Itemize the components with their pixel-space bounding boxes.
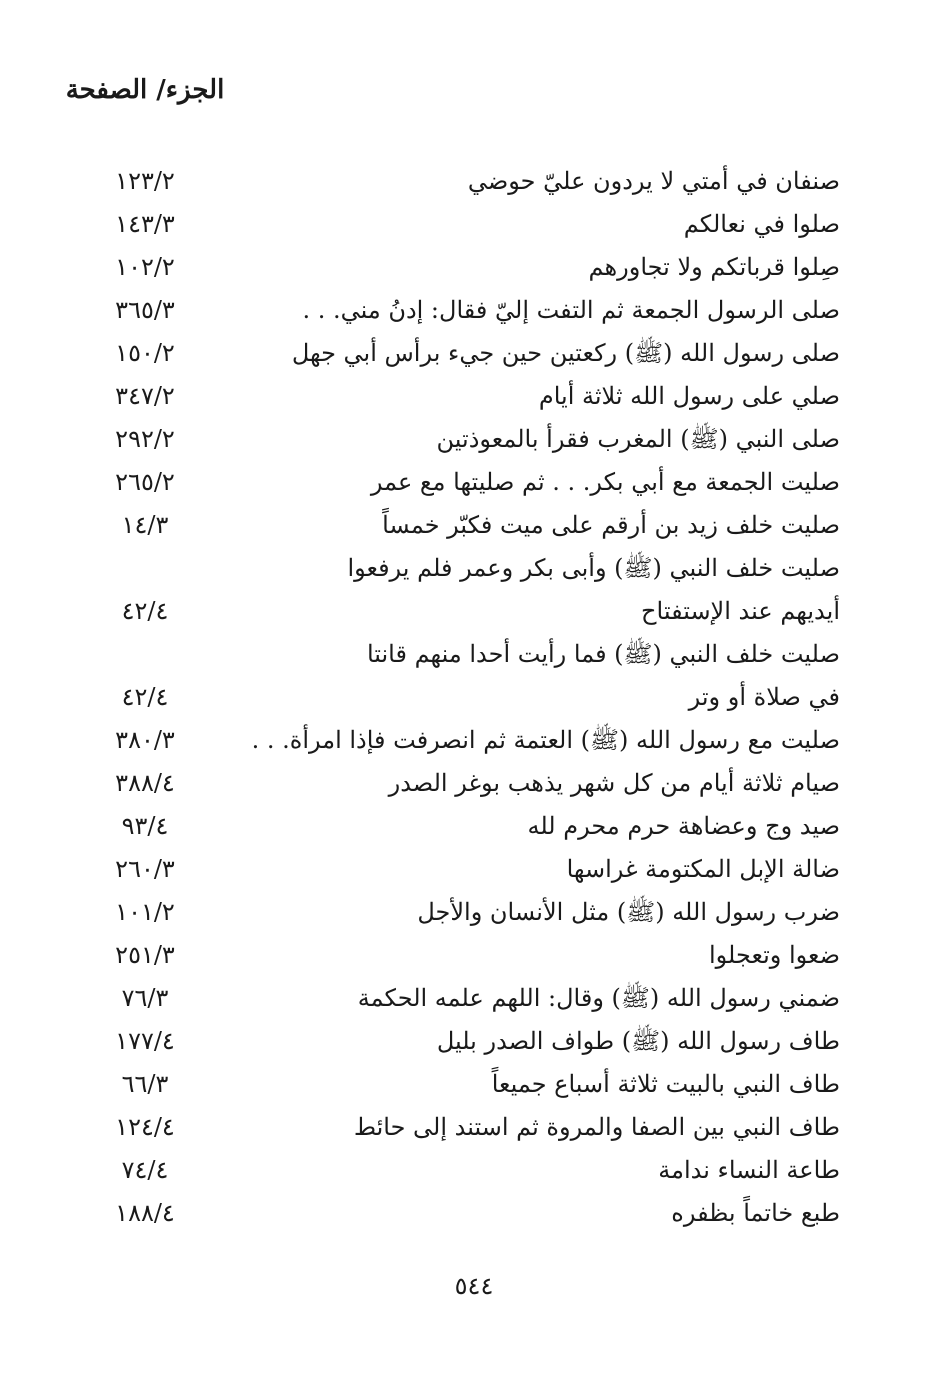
entry-reference: ٦٦/٣ bbox=[121, 1070, 169, 1098]
index-entry bbox=[60, 633, 840, 676]
entry-reference: ١٥٠/٢ bbox=[115, 339, 175, 367]
entry-text: صلى رسول الله (ﷺ) ركعتين حين جيء برأس أبي جهل bbox=[291, 339, 840, 367]
entry-text: طبع خاتماً بظفره bbox=[671, 1199, 840, 1227]
index-entry bbox=[60, 1192, 840, 1235]
entry-text: ضعوا وتعجلوا bbox=[708, 941, 840, 969]
index-entry bbox=[60, 977, 840, 1020]
entry-reference: ١٧٧/٤ bbox=[115, 1027, 175, 1055]
column-header-volume-page: الجزء/ الصفحة bbox=[65, 75, 225, 105]
index-entry bbox=[60, 1020, 840, 1063]
entry-text: ضمني رسول الله (ﷺ) وقال: اللهم علمه الحكمة bbox=[357, 984, 840, 1012]
entry-reference: ١٠٢/٢ bbox=[115, 253, 175, 281]
entry-text: طاف رسول الله (ﷺ) طواف الصدر بليل bbox=[436, 1027, 840, 1055]
index-entries bbox=[60, 160, 840, 1235]
index-entry bbox=[60, 504, 840, 547]
entry-reference: ١٨٨/٤ bbox=[115, 1199, 175, 1227]
entry-text: صيد وج وعضاهة حرم محرم لله bbox=[527, 812, 840, 840]
index-entry bbox=[60, 590, 840, 633]
index-entry bbox=[60, 289, 840, 332]
entry-reference: ٣٨٠/٣ bbox=[115, 726, 175, 754]
entry-reference: ٤٢/٤ bbox=[121, 683, 169, 711]
index-entry bbox=[60, 891, 840, 934]
page-number: ٥٤٤ bbox=[454, 1272, 494, 1300]
index-entry bbox=[60, 805, 840, 848]
index-entry bbox=[60, 246, 840, 289]
entry-reference: ٧٤/٤ bbox=[121, 1156, 169, 1184]
entry-text: ضالة الإبل المكتومة غراسها bbox=[566, 855, 840, 883]
index-entry bbox=[60, 332, 840, 375]
entry-reference: ٧٦/٣ bbox=[121, 984, 169, 1012]
entry-text: صلى النبي (ﷺ) المغرب فقرأ بالمعوذتين bbox=[436, 425, 840, 453]
index-entry bbox=[60, 418, 840, 461]
index-entry bbox=[60, 1149, 840, 1192]
entry-reference: ٣٦٥/٣ bbox=[115, 296, 175, 324]
index-entry bbox=[60, 1063, 840, 1106]
entry-text: صليت الجمعة مع أبي بكر. . . ثم صليتها مع عمر bbox=[370, 468, 840, 496]
index-entry bbox=[60, 547, 840, 590]
entry-text: صِلوا قرباتكم ولا تجاورهم bbox=[588, 253, 840, 281]
entry-text: أيديهم عند الإستفتاح bbox=[641, 597, 840, 625]
index-entry bbox=[60, 461, 840, 504]
entry-text: صلوا في نعالكم bbox=[683, 210, 840, 238]
entry-reference: ٣٤٧/٢ bbox=[115, 382, 175, 410]
entry-reference: ١٤٣/٣ bbox=[115, 210, 175, 238]
entry-reference: ٣٨٨/٤ bbox=[115, 769, 175, 797]
entry-text: صليت خلف النبي (ﷺ) وأبى بكر وعمر فلم يرفعوا bbox=[347, 554, 840, 582]
entry-text: صليت مع رسول الله (ﷺ) العتمة ثم انصرفت فإذا امرأة. . . bbox=[251, 726, 840, 754]
index-entry bbox=[60, 762, 840, 805]
entry-text: صلى الرسول الجمعة ثم التفت إليّ فقال: إدنُ مني. . . bbox=[302, 296, 840, 324]
entry-reference: ٤٢/٤ bbox=[121, 597, 169, 625]
index-entry bbox=[60, 1106, 840, 1149]
entry-reference: ٩٣/٤ bbox=[121, 812, 169, 840]
entry-reference: ١٢٣/٢ bbox=[115, 167, 175, 195]
entry-text: صليت خلف النبي (ﷺ) فما رأيت أحدا منهم قانتا bbox=[366, 640, 840, 668]
entry-reference: ١٢٤/٤ bbox=[115, 1113, 175, 1141]
index-entry bbox=[60, 719, 840, 762]
index-entry bbox=[60, 160, 840, 203]
entry-text: صلي على رسول الله ثلاثة أيام bbox=[538, 382, 840, 410]
index-entry bbox=[60, 848, 840, 891]
entry-reference: ٢٦٠/٣ bbox=[115, 855, 175, 883]
entry-text: طاف النبي بين الصفا والمروة ثم استند إلى حائط bbox=[353, 1113, 840, 1141]
entry-text: صيام ثلاثة أيام من كل شهر يذهب بوغر الصدر bbox=[388, 769, 840, 797]
entry-text: صليت خلف زيد بن أرقم على ميت فكبّر خمساً bbox=[382, 511, 840, 539]
entry-text: صنفان في أمتي لا يردون عليّ حوضي bbox=[467, 167, 840, 195]
entry-text: طاف النبي بالبيت ثلاثة أسباع جميعاً bbox=[491, 1070, 840, 1098]
index-entry bbox=[60, 676, 840, 719]
entry-reference: ١٠١/٢ bbox=[115, 898, 175, 926]
entry-text: ضرب رسول الله (ﷺ) مثل الأنسان والأجل bbox=[417, 898, 840, 926]
index-entry bbox=[60, 934, 840, 977]
index-entry bbox=[60, 375, 840, 418]
index-entry bbox=[60, 203, 840, 246]
entry-text: في صلاة أو وتر bbox=[688, 683, 840, 711]
entry-reference: ٢٥١/٣ bbox=[115, 941, 175, 969]
entry-reference: ٢٦٥/٢ bbox=[115, 468, 175, 496]
entry-reference: ١٤/٣ bbox=[121, 511, 169, 539]
entry-text: طاعة النساء ندامة bbox=[658, 1156, 840, 1184]
entry-reference: ٢٩٢/٢ bbox=[115, 425, 175, 453]
